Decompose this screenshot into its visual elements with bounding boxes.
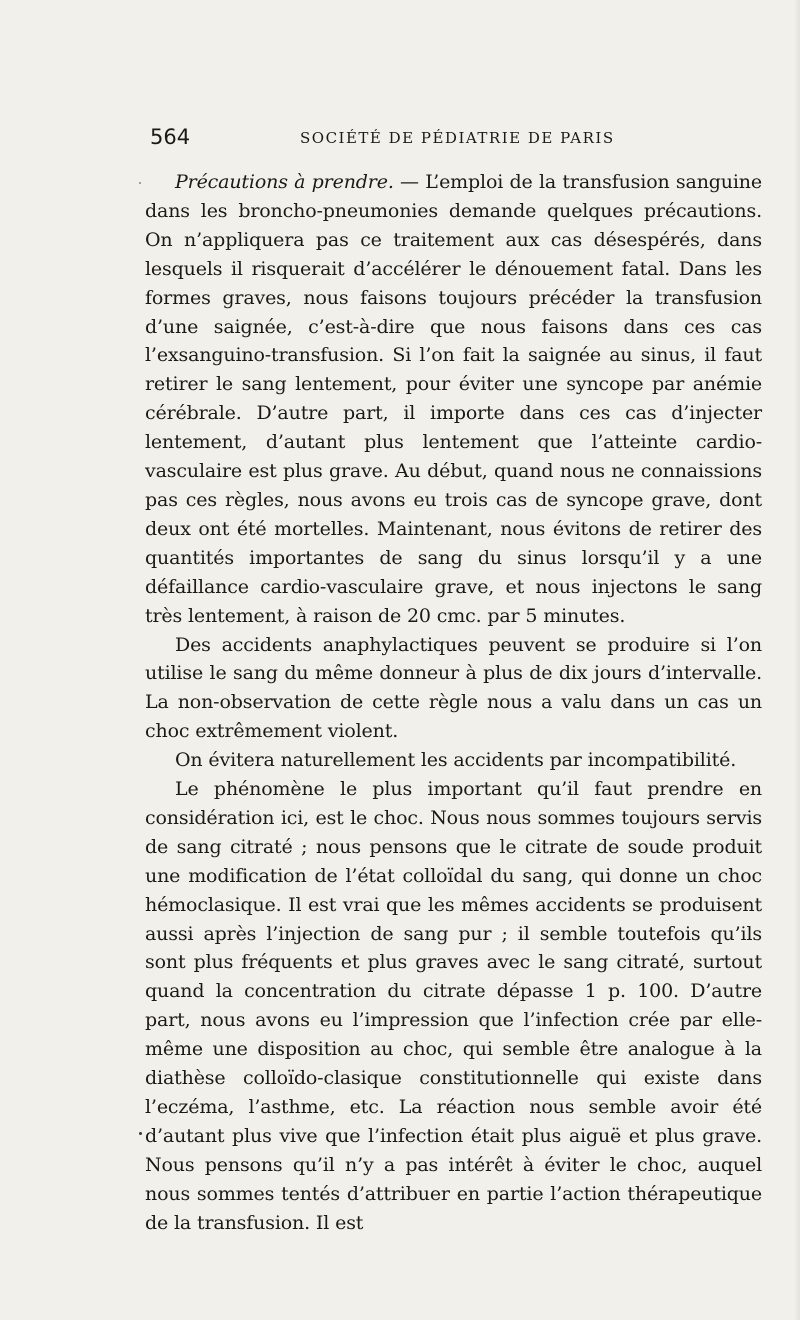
margin-dot: [139, 1132, 142, 1135]
margin-speck: [139, 182, 141, 184]
paragraph-text: L’emploi de la transfusion sanguine dans les broncho-pneumonies demande quelques précautions. On n’appliquera pas ce traitement aux cas désespérés, dans lesquels il risquerait d’accélérer le dénouement fatal. Dans les formes graves, nous faisons toujours précéder la transfusion d’une saignée, c’est-à-dire que nous faisons dans ces cas l’exsanguino-transfusion. Si l’on fait la saignée au sinus, il faut retirer le sang lentement, pour éviter une syncope par anémie cérébrale. D’autre part, il importe dans ces cas d’injecter lentement, d’autant plus lentement que l’atteinte cardio-vasculaire est plus grave. Au début, quand nous ne connaissions pas ces règles, nous avons eu trois cas de syncope grave, dont deux ont été mortelles. Maintenant, nous évitons de retirer des quantités importantes de sang du sinus lorsqu’il y a une défaillance cardio-vasculaire grave, et nous injectons le sang très lentement, à raison de 20 cmc. par 5 minutes.: [145, 171, 762, 627]
paragraph-anaphylaxis: Des accidents anaphylactiques peuvent se produire si l’on utilise le sang du même donneur à plus de dix jours d’intervalle. La non-observation de cette règle nous a valu dans un cas un choc extrêmement violent.: [145, 633, 762, 743]
paragraph-incompatibility: On évitera naturellement les accidents par incompatibilité.: [175, 749, 737, 772]
paragraph-shock: Le phénomène le plus important qu’il faut prendre en considération ici, est le choc. Nous nous sommes toujours servis de sang citraté ; nous pensons que le citrate de soude produit une modification de l’état colloïdal du sang, qui donne un choc hémoclasique. Il est vrai que les mêmes accidents se produisent aussi après l’injection de sang pur ; il semble toutefois qu’ils sont plus fréquents et plus graves avec le sang citraté, surtout quand la concentration du citrate dépasse 1 p. 100. D’autre part, nous avons eu l’impression que l’infection crée par elle-même une disposition au choc, qui semble être analogue à la diathèse colloïdo-clasique constitutionnelle qui existe dans l’eczéma, l’asthme, etc. La réaction nous semble avoir été d’autant plus vive que l’infection était plus aiguë et plus grave. Nous pensons qu’il n’y a pas intérêt à éviter le choc, auquel nous sommes tentés d’attribuer en partie l’action thérapeutique de la transfusion. Il est: [145, 778, 762, 1234]
paragraph-precautions: [145, 168, 762, 631]
page-edge-shadow: [794, 0, 800, 1320]
page-header: [150, 125, 758, 159]
heading-dash: —: [393, 171, 426, 193]
body-text: [145, 168, 762, 1238]
running-title: SOCIÉTÉ DE PÉDIATRIE DE PARIS: [300, 129, 615, 147]
section-heading: Précautions à prendre.: [175, 171, 394, 193]
page-number: 564: [150, 125, 191, 149]
